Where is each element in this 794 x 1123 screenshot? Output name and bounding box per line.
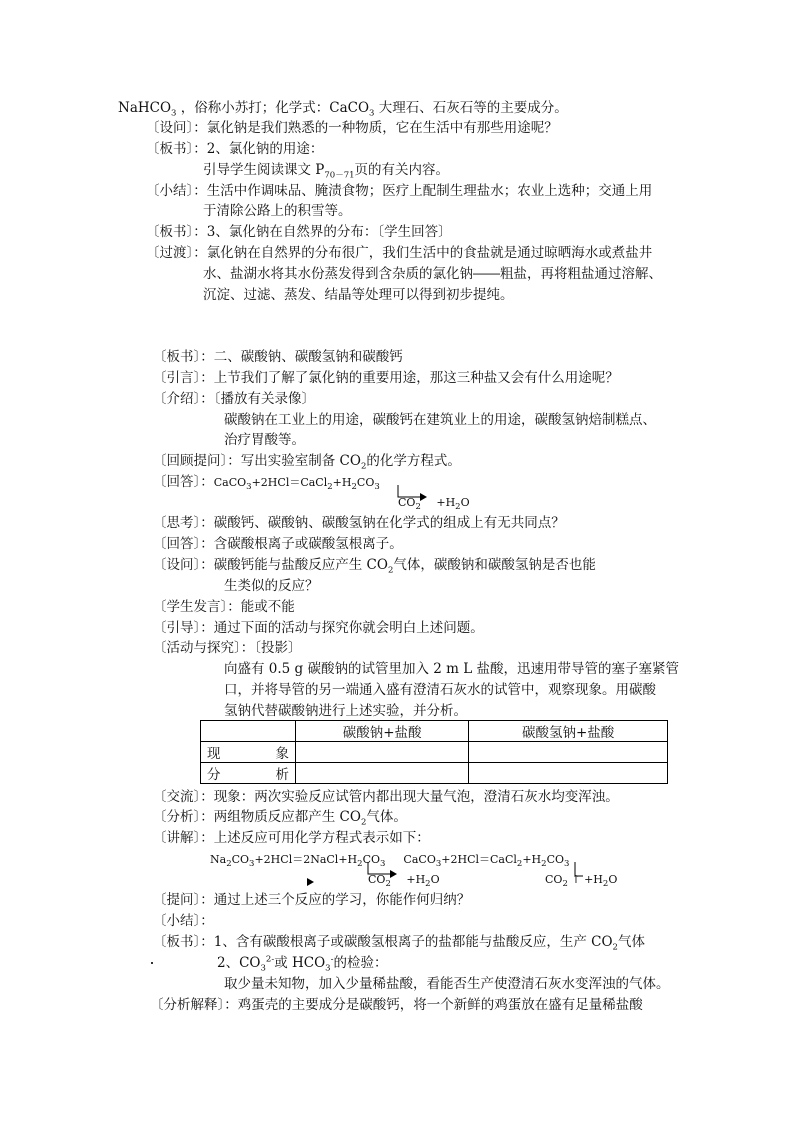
formula-part: +H	[432, 496, 456, 509]
formula-part: O	[430, 873, 440, 886]
subscript: 3	[260, 963, 266, 974]
text-line-14: 碳酸钠在工业上的用途，碳酸钙在建筑业上的用途，碳酸氢钠焙制糕点、	[224, 412, 656, 428]
text-part: 气体	[617, 934, 645, 950]
text-line-5: 〔小结〕：生活中作调味品、腌渍食物；医疗上配制生理盐水；农业上选种；交通上用	[146, 183, 653, 199]
text-line-4	[203, 161, 449, 179]
subscript: 2	[612, 942, 618, 953]
subscript: 2	[425, 879, 431, 890]
subscript: 2	[562, 879, 568, 890]
formula-part: +H	[402, 873, 426, 886]
subscript: 70－71	[324, 170, 355, 181]
arrow-marker-icon	[306, 877, 316, 887]
formula-part: +H	[522, 853, 542, 866]
text-part: 大理石、石灰石等的主要成分。	[374, 100, 568, 116]
subscript: 3	[374, 482, 380, 493]
subscript: 3	[369, 108, 375, 119]
subscript: 2	[385, 879, 391, 890]
table-row-label-analysis: 分 析	[201, 763, 296, 784]
text-part: 或 HCO	[274, 955, 326, 971]
text-part: ，俗称小苏打；化学式：CaCO	[176, 100, 370, 116]
table-row	[201, 742, 668, 763]
text-line-29: 〔交流〕：现象：两次实验反应试管内都出现大量气泡，澄清石灰水均变浑浊。	[153, 789, 619, 805]
text-line-39: 取少量未知物，加入少量稀盐酸，看能否生产使澄清石灰水变浑浊的气体。	[224, 976, 670, 992]
formula-part: Na	[210, 853, 227, 866]
table-header-1: 碳酸钠+盐酸	[296, 721, 469, 742]
text-line-13: 〔介绍〕：〔播放有关录像〕	[153, 391, 315, 407]
subscript: 2	[387, 565, 394, 576]
subscript: 2	[351, 482, 357, 493]
text-line-38	[217, 954, 387, 972]
text-line-1	[118, 99, 568, 117]
formula-part: NaHCO	[118, 100, 172, 116]
subscript: 3	[435, 859, 442, 870]
text-part: 引导学生阅读课文 P	[203, 162, 325, 178]
text-line-27: 口，并将导管的另一端通入盛有澄清石灰水的试管中，观察现象。用碳酸	[224, 682, 656, 698]
decomposition-products-1	[398, 494, 470, 512]
table-cell-empty	[296, 742, 469, 763]
text-part: 的检验：	[333, 955, 388, 971]
text-part: 气体，碳酸钠和碳酸氢钠是否也能	[393, 557, 596, 573]
text-line-37	[153, 933, 645, 951]
subscript: 2	[357, 859, 363, 870]
superscript: -	[330, 954, 334, 965]
formula-part: ↑ +H	[567, 873, 603, 886]
text-part: 的化学方程式。	[366, 453, 461, 469]
table-cell-empty	[469, 763, 668, 784]
text-part: 〔回顾提问〕：写出实验室制备 CO	[153, 453, 361, 469]
formula-part: CaCO	[403, 853, 436, 866]
text-part: 气体。	[366, 809, 407, 825]
subscript: 2	[455, 502, 461, 513]
formula-part: CO	[546, 853, 565, 866]
text-line-8: 〔过渡〕：氯化钠在自然界的分布很广，我们生活中的食盐就是通过晾晒海水或煮盐井	[146, 245, 653, 261]
text-line-20: 〔回答〕：含碳酸根离子或碳酸氢根离子。	[153, 536, 403, 552]
formula-part: +H	[332, 476, 352, 489]
text-line-26: 向盛有 0.5 g 碳酸钠的试管里加入 2 m L 盐酸，迅速用带导管的塞子塞紧管	[224, 661, 680, 677]
text-line-15: 治疗胃酸等。	[224, 432, 305, 448]
text-line-36: 〔小结〕：	[153, 913, 214, 929]
formula-part: CaCO	[213, 476, 247, 489]
text-line-7: 〔板书〕：3、氯化钠在自然界的分布：〔学生回答〕	[146, 224, 452, 240]
table-row	[201, 763, 668, 784]
table-row	[201, 721, 668, 742]
text-line-6: 于清除公路上的积雪等。	[203, 203, 352, 219]
text-line-3: 〔板书〕：2、氯化钠的用途：	[146, 141, 324, 157]
subscript: 2	[415, 502, 421, 513]
formula-part: CO	[545, 873, 563, 886]
decomposition-products-3	[545, 871, 617, 889]
subscript: 3	[249, 859, 255, 870]
formula-part: +2HCl＝CaCl	[441, 853, 517, 866]
formula-part: CO	[368, 873, 386, 886]
text-line-16	[153, 452, 461, 470]
formula-part: CO	[398, 496, 416, 509]
text-part: 〔分析〕：两组物质反应都产生 CO	[153, 809, 361, 825]
text-line-22: 生类似的反应？	[224, 578, 319, 594]
subscript: 2	[541, 859, 547, 870]
formula-part: CO	[231, 853, 250, 866]
subscript: 2	[516, 859, 523, 870]
text-part: 〔回答〕：	[153, 474, 214, 490]
equation	[213, 476, 380, 493]
formula-part: CO	[356, 476, 375, 489]
text-line-21	[153, 556, 596, 574]
table-cell-empty	[296, 763, 469, 784]
formula-part: +2HCl＝2NaCl+H	[254, 853, 358, 866]
subscript: 2	[602, 879, 609, 890]
text-line-30	[153, 808, 407, 826]
text-line-23: 〔学生发言〕：能或不能	[153, 599, 295, 615]
text-line-9: 水、盐湖水将其水份蒸发得到含杂质的氯化钠――粗盐，再将粗盐通过溶解、	[203, 266, 662, 282]
stray-dot	[151, 962, 153, 964]
text-line-28: 氢钠代替碳酸钠进行上述实验，并分析。	[224, 703, 467, 719]
text-part: 2、CO	[217, 955, 261, 971]
formula-part: CO	[362, 853, 380, 866]
table-cell-empty	[469, 742, 668, 763]
subscript: 3	[246, 482, 252, 493]
subscript: 3	[325, 963, 331, 974]
decomposition-products-2	[368, 871, 440, 889]
subscript: 2	[360, 461, 367, 472]
text-line-25: 〔活动与探究〕：〔投影〕	[153, 640, 302, 656]
subscript: 2	[360, 817, 367, 828]
text-line-31: 〔讲解〕：上述反应可用化学方程式表示如下：	[153, 830, 430, 846]
text-line-24: 〔引导〕：通过下面的活动与探究你就会明白上述问题。	[153, 620, 484, 636]
experiment-table	[200, 720, 668, 784]
text-line-17	[153, 473, 380, 492]
subscript: 2	[327, 482, 333, 493]
formula-part: O	[460, 496, 470, 509]
table-row-label-phenomenon: 现 象	[201, 742, 296, 763]
text-line-35: 〔提问〕：通过上述三个反应的学习，你能作何归纳？	[153, 892, 471, 908]
text-line-40: 〔分析解释〕：鸡蛋壳的主要成分是碳酸钙，将一个新鲜的鸡蛋放在盛有足量稀盐酸	[150, 997, 643, 1013]
text-line-2: 〔设问〕：氯化钠是我们熟悉的一种物质，它在生活中有那些用途呢？	[146, 120, 558, 136]
text-part: 〔板书〕：1、含有碳酸根离子或碳酸氢根离子的盐都能与盐酸反应，生产 CO	[153, 934, 613, 950]
subscript: 2	[226, 859, 232, 870]
table-header-2: 碳酸氢钠+盐酸	[469, 721, 668, 742]
text-line-12: 〔引言〕：上节我们了解了氯化钠的重要用途，那这三种盐又会有什么用途呢？	[153, 370, 619, 386]
superscript: 2-	[265, 954, 275, 965]
formula-part: +2HCl＝CaCl	[251, 476, 328, 489]
text-part: 页的有关内容。	[354, 162, 450, 178]
table-cell-empty	[201, 721, 296, 742]
text-line-19: 〔思考〕：碳酸钙、碳酸钠、碳酸氢钠在化学式的组成上有无共同点？	[153, 515, 565, 531]
text-line-11: 〔板书〕：二、碳酸钠、碳酸氢钠和碳酸钙	[153, 349, 403, 365]
text-part: 〔设问〕：碳酸钙能与盐酸反应产生 CO	[153, 557, 388, 573]
subscript: 3	[171, 108, 177, 119]
subscript: 3	[380, 859, 386, 870]
text-line-10: 沉淀、过滤、蒸发、结晶等处理可以得到初步提纯。	[203, 287, 514, 303]
subscript: 3	[564, 859, 570, 870]
formula-part: O	[608, 873, 618, 886]
